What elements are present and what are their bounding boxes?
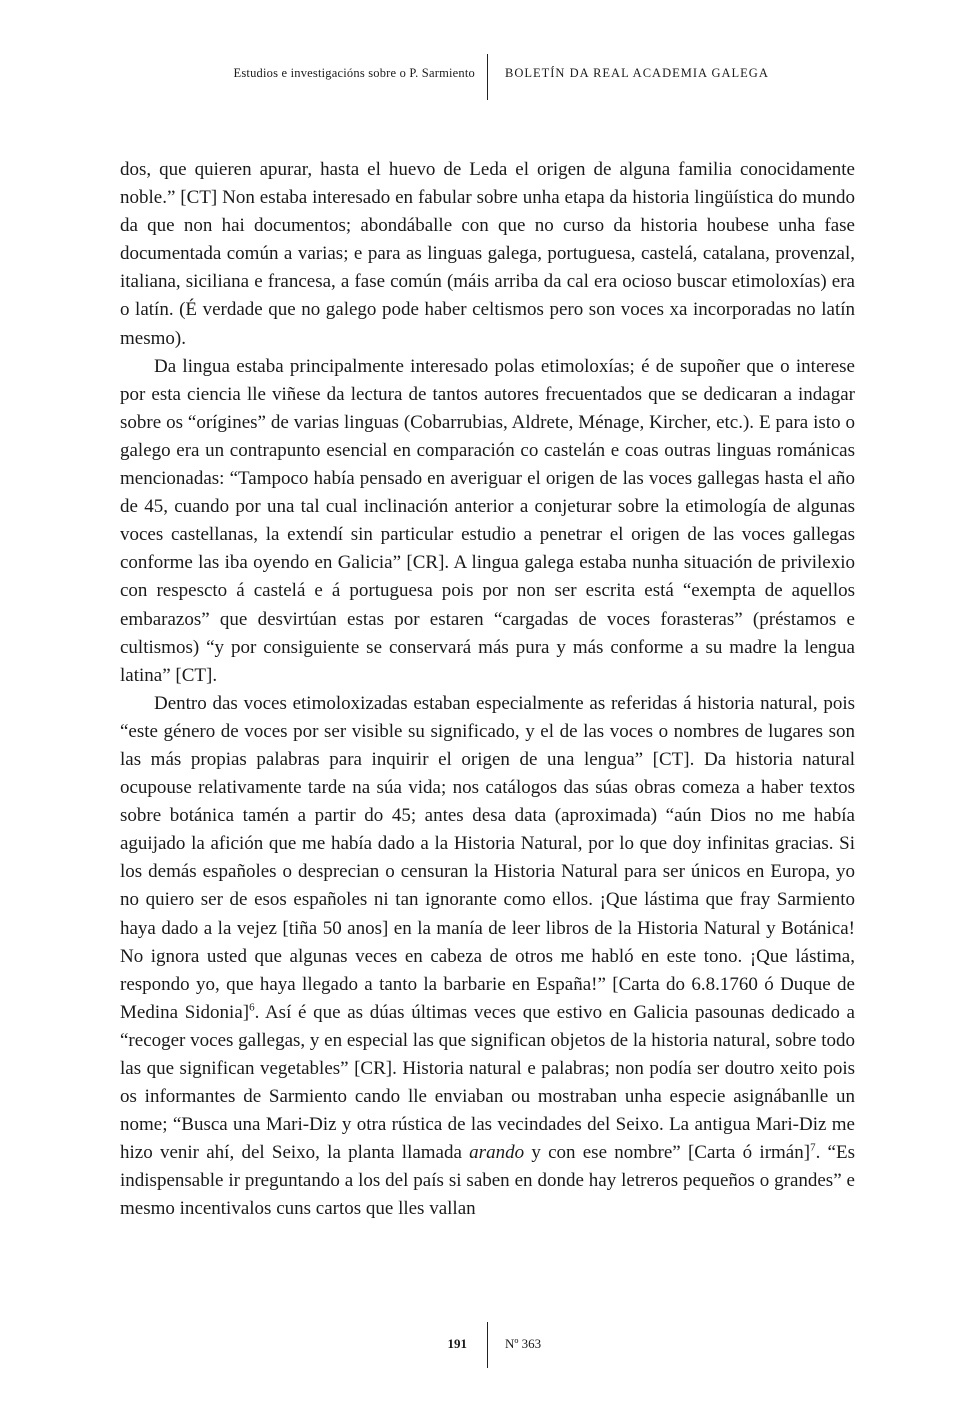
footnote-ref-6[interactable]: 6 <box>249 1001 255 1014</box>
page-number: 191 <box>447 1336 467 1351</box>
paragraph-3-part-d: . “Es indispensable ir preguntando a los del país si saben en donde hay letreros pequeños o grandes” e mesmo incentivalos cuns cartos que lles vallan <box>120 1142 855 1220</box>
paragraph-3-part-c: y con ese nombre” [Carta ó irmán] <box>524 1142 811 1164</box>
footnote-ref-7[interactable]: 7 <box>810 1141 816 1154</box>
italic-term: arando <box>469 1142 525 1164</box>
paragraph-3-part-b: . Así é que as dúas últimas veces que estivo en Galicia pasounas dedicado a “recoger voces gallegas, y en especial las que significan objetos de la historia natural, sobre todo las que significan vegetables” [CR]. Historia natural e palabras; non podía ser doutro xeito pois os informantes de Sarmiento cando lle enviaban ou mostraban unha especie asignábanlle un nome; “Busca una Mari-Diz y otra rústica de las vecindades del Seixo. La antigua Mari-Diz me hizo venir ahí, del Seixo, la planta llamada <box>120 1001 855 1164</box>
paragraph-1: dos, que quieren apurar, hasta el huevo de Leda el origen de alguna familia conocidamente noble.” [CT] Non estaba interesado en fabular sobre unha etapa da historia lingüística do mundo da que non hai documentos; abondáballe con que no curso da historia houbese unha fase documentada común a varias; e para as linguas galega, portuguesa, castelá, catalana, provenzal, italiana, siciliana e francesa, a fase común (máis arriba da cal era ocioso buscar etimoloxías) era o latín. (É verdade que no galego pode haber celtismos pero son voces xa incorporadas no latín mesmo). <box>120 159 855 349</box>
paragraph-3 <box>120 690 855 1224</box>
body-text <box>120 156 855 1224</box>
header-divider <box>487 54 488 100</box>
issue-number: Nº 363 <box>505 1336 542 1351</box>
running-header-right: BOLETÍN DA REAL ACADEMIA GALEGA <box>505 66 769 80</box>
paragraph-2: Da lingua estaba principalmente interesado polas etimoloxías; é de supoñer que o interese por esta ciencia lle viñese da lectura de tantos autores frecuentados que se dedicaran a indagar sobre os “orígines” de varias linguas (Cobarrubias, Aldrete, Ménage, Kircher, etc.). E para isto o galego era un contrapunto esencial en comparación co castelán e coas outras linguas románicas mencionadas: “Tampoco había pensado en averiguar el origen de las voces gallegas hasta el año de 45, cuando por una tal cual inclinación anterior a conjeturar sobre la etimología de algunas voces castellanas, la extendí sin particular estudio a penetrar el origen de las voces gallegas conforme las iba oyendo en Galicia” [CR]. A lingua galega estaba nunha situación de privilexio con respescto á castelá e á portuguesa pois por non ser escrita está “exempta de aquellos embarazos” que desvirtúan estas por estaren “cargadas de voces forasteras” (préstamos e cultismos) “y por consiguiente se conservará más pura y más conforme a su madre la lengua latina” [CT]. <box>120 355 855 686</box>
footer-divider <box>487 1322 488 1368</box>
running-header-left: Estudios e investigacións sobre o P. Sarmiento <box>233 66 475 80</box>
paragraph-3-part-a: Dentro das voces etimoloxizadas estaban especialmente as referidas á historia natural, pois “este género de voces por ser visible su significado, y el de las voces o nombres de lugares son las más propias palabras para inquirir el origen de una lengua” [CT]. Da historia natural ocupouse relativamente tarde na súa vida; nos catálogos das súas obras comeza a haber textos sobre botánica tamén a partir do 45; antes desa data (aproximada) “aún Dios no me había aguijado la afición que me había dado a la Historia Natural, por lo que doy infinitas gracias. Si los demás españoles o desprecian o censuran la Historia Natural para ser únicos en Europa, yo no quiero ser de esos españoles ni tan ignorante como ellos. ¡Que lástima que fray Sarmiento haya dado a la vejez [tiña 50 anos] en la manía de leer libros de la Historia Natural y Botánica! No ignora usted que algunas veces en cabeza de otros me habló en este tono. ¡Que lástima, respondo yo, que haya llegado a tanto la barbarie en España!” [Carta do 6.8.1760 ó Duque de Medina Sidonia] <box>120 692 855 1023</box>
